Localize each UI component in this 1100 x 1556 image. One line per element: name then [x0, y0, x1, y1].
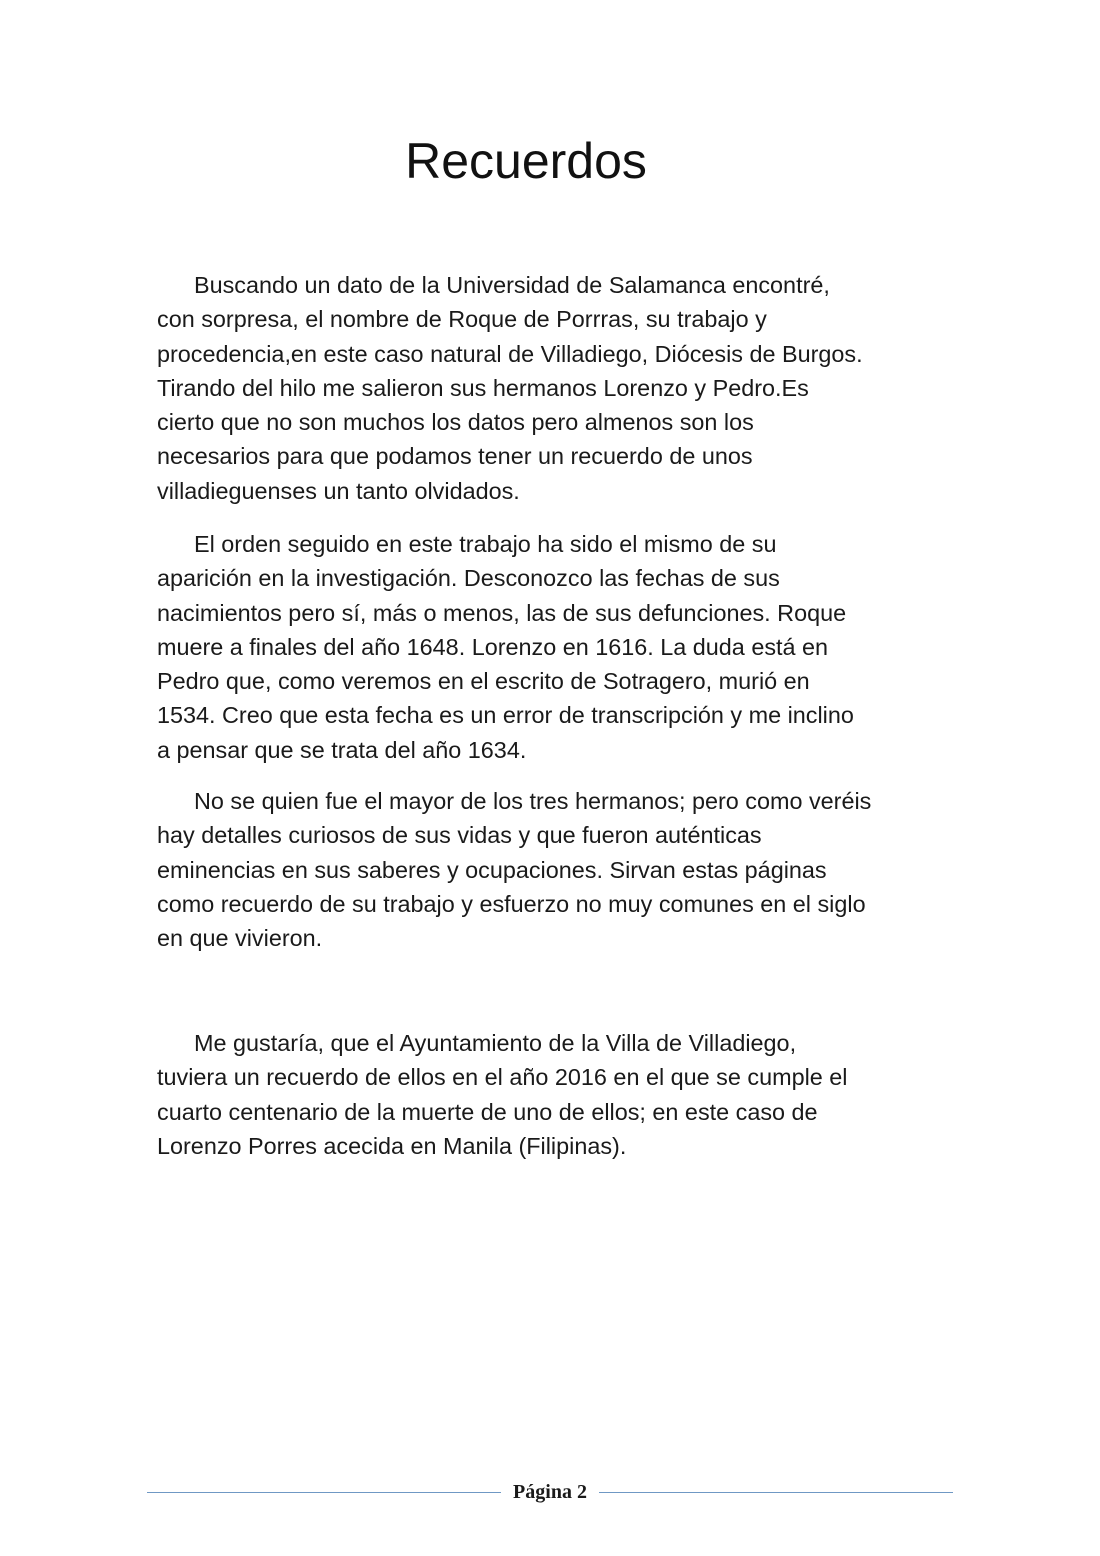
paragraph-4 — [157, 1026, 957, 1163]
paragraph-2 — [157, 527, 957, 767]
paragraph-text: No se quien fue el mayor de los tres hermanos; pero como veréis hay detalles curiosos de sus vidas y que fueron auténticas eminencias en sus saberes y ocupaciones. Sirvan estas páginas como recuerdo de su trabajo y esfuerzo no muy comunes en el siglo en que vivieron. — [157, 788, 872, 952]
paragraph-text: Me gustaría, que el Ayuntamiento de la Villa de Villadiego, tuviera un recuerdo de ellos en el año 2016 en el que se cumple el cuarto centenario de la muerte de uno de ellos; en este caso de Lorenzo Porres acecida en Manila (Filipinas). — [157, 1030, 848, 1159]
paragraph-text: El orden seguido en este trabajo ha sido el mismo de su aparición en la investigación. Desconozco las fechas de sus nacimientos pero sí, más o menos, las de sus defunciones. Roque muere a finales del año 1648. Lorenzo en 1616. La duda está en Pedro que, como veremos en el escrito de Sotragero, murió en 1534. Creo que esta fecha es un error de transcripción y me inclino a pensar que se trata del año 1634. — [157, 531, 854, 763]
footer-rule-left — [147, 1492, 501, 1493]
page-footer — [147, 1478, 953, 1506]
paragraph-text: Buscando un dato de la Universidad de Salamanca encontré, con sorpresa, el nombre de Roque de Porrras, su trabajo y procedencia,en este caso natural de Villadiego, Diócesis de Burgos. Tirando del hilo me salieron sus hermanos Lorenzo y Pedro.Es cierto que no son muchos los datos pero almenos son los necesarios para que podamos tener un recuerdo de unos villadieguenses un tanto olvidados. — [157, 272, 863, 504]
paragraph-1 — [157, 268, 957, 508]
footer-rule-right — [599, 1492, 953, 1493]
paragraph-3 — [157, 784, 957, 955]
page-title: Recuerdos — [405, 133, 647, 189]
page-number: Página 2 — [513, 1480, 587, 1503]
